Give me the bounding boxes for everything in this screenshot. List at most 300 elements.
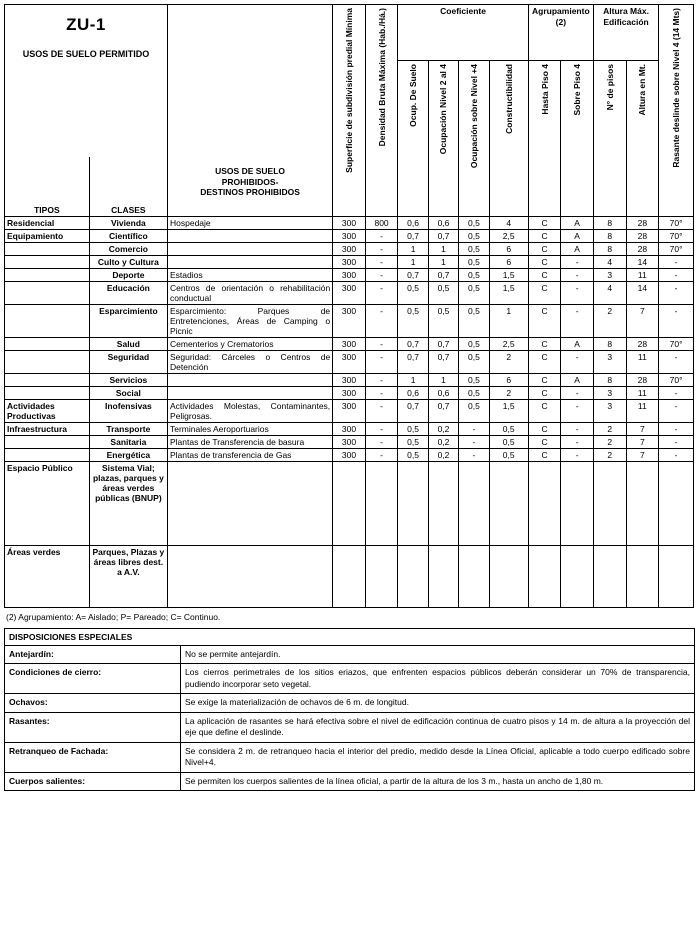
row-superficie: 300 bbox=[333, 338, 366, 351]
row-clase: Inofensivas bbox=[89, 400, 167, 423]
row-constructibilidad: 6 bbox=[489, 374, 528, 387]
row-npisos bbox=[593, 546, 626, 608]
row-densidad: - bbox=[365, 338, 398, 351]
row-altura: 14 bbox=[626, 282, 659, 305]
row-superficie: 300 bbox=[333, 423, 366, 436]
row-sobre-piso bbox=[561, 546, 594, 608]
row-npisos: 3 bbox=[593, 387, 626, 400]
row-tipo bbox=[5, 269, 90, 282]
disposicion-row bbox=[5, 664, 695, 694]
row-prohibidos bbox=[168, 546, 333, 608]
row-hasta-piso: C bbox=[528, 338, 561, 351]
row-hasta-piso: C bbox=[528, 243, 561, 256]
table-row bbox=[5, 400, 694, 423]
row-superficie: 300 bbox=[333, 374, 366, 387]
row-ocup-n2: 1 bbox=[428, 243, 458, 256]
row-superficie: 300 bbox=[333, 243, 366, 256]
row-sobre-piso: - bbox=[561, 269, 594, 282]
row-hasta-piso: C bbox=[528, 436, 561, 449]
row-hasta-piso: C bbox=[528, 400, 561, 423]
col-constructibilidad-header: Constructibilidad bbox=[489, 61, 528, 217]
row-constructibilidad: 1,5 bbox=[489, 400, 528, 423]
disposicion-value: No se permite antejardín. bbox=[181, 646, 695, 664]
row-sobre-piso: - bbox=[561, 387, 594, 400]
row-ocup-suelo: 1 bbox=[398, 243, 428, 256]
row-constructibilidad: 0,5 bbox=[489, 449, 528, 462]
row-constructibilidad: 1,5 bbox=[489, 269, 528, 282]
row-ocup-n4: 0,5 bbox=[459, 243, 489, 256]
row-constructibilidad: 1,5 bbox=[489, 282, 528, 305]
row-rasante: 70° bbox=[659, 217, 694, 230]
row-npisos: 4 bbox=[593, 282, 626, 305]
row-clase: Vivienda bbox=[89, 217, 167, 230]
row-densidad: - bbox=[365, 436, 398, 449]
row-clase: Sistema Vial; plazas, parques y áreas verdes públicas (BNUP) bbox=[89, 462, 167, 546]
row-altura: 7 bbox=[626, 436, 659, 449]
row-tipo: Equipamiento bbox=[5, 230, 90, 243]
row-rasante: 70° bbox=[659, 374, 694, 387]
row-clase: Comercio bbox=[89, 243, 167, 256]
row-prohibidos: Estadios bbox=[168, 269, 333, 282]
row-constructibilidad: 2,5 bbox=[489, 230, 528, 243]
row-prohibidos bbox=[168, 243, 333, 256]
row-tipo: Infraestructura bbox=[5, 423, 90, 436]
row-tipo bbox=[5, 387, 90, 400]
col-tipos-header: TIPOS bbox=[5, 157, 90, 217]
row-hasta-piso: C bbox=[528, 256, 561, 269]
row-rasante: - bbox=[659, 423, 694, 436]
row-constructibilidad bbox=[489, 546, 528, 608]
row-sobre-piso: - bbox=[561, 436, 594, 449]
table-row bbox=[5, 387, 694, 400]
row-sobre-piso: - bbox=[561, 256, 594, 269]
disposicion-row bbox=[5, 646, 695, 664]
table-row bbox=[5, 305, 694, 338]
row-prohibidos bbox=[168, 462, 333, 546]
row-rasante: - bbox=[659, 282, 694, 305]
row-densidad: - bbox=[365, 256, 398, 269]
row-constructibilidad: 6 bbox=[489, 243, 528, 256]
row-clase: Transporte bbox=[89, 423, 167, 436]
row-rasante: - bbox=[659, 305, 694, 338]
disposicion-key: Ochavos: bbox=[5, 694, 181, 712]
row-altura: 11 bbox=[626, 387, 659, 400]
row-clase: Culto y Cultura bbox=[89, 256, 167, 269]
row-ocup-suelo: 0,6 bbox=[398, 217, 428, 230]
row-prohibidos: Terminales Aeroportuarios bbox=[168, 423, 333, 436]
row-rasante: 70° bbox=[659, 243, 694, 256]
usos-prohibidos-header bbox=[168, 5, 333, 217]
row-hasta-piso: C bbox=[528, 374, 561, 387]
footnote-agrupamiento: (2) Agrupamiento: A= Aislado; P= Pareado; C= Continuo. bbox=[6, 612, 221, 622]
row-npisos: 2 bbox=[593, 423, 626, 436]
table-body bbox=[5, 217, 694, 608]
row-ocup-n4: 0,5 bbox=[459, 269, 489, 282]
row-superficie: 300 bbox=[333, 351, 366, 374]
row-densidad: - bbox=[365, 374, 398, 387]
row-superficie: 300 bbox=[333, 436, 366, 449]
row-prohibidos bbox=[168, 374, 333, 387]
table-row bbox=[5, 256, 694, 269]
row-hasta-piso: C bbox=[528, 423, 561, 436]
row-altura: 11 bbox=[626, 400, 659, 423]
row-densidad: - bbox=[365, 423, 398, 436]
col-ocup-nivel4-header: Ocupación sobre Nivel +4 bbox=[459, 61, 489, 217]
row-densidad: - bbox=[365, 400, 398, 423]
row-sobre-piso: - bbox=[561, 423, 594, 436]
row-prohibidos: Actividades Molestas, Contaminantes, Peligrosas. bbox=[168, 400, 333, 423]
row-superficie bbox=[333, 546, 366, 608]
row-constructibilidad: 2,5 bbox=[489, 338, 528, 351]
row-clase: Deporte bbox=[89, 269, 167, 282]
row-ocup-suelo bbox=[398, 546, 428, 608]
row-tipo bbox=[5, 449, 90, 462]
row-constructibilidad: 0,5 bbox=[489, 436, 528, 449]
row-constructibilidad bbox=[489, 462, 528, 546]
disposicion-key: Retranqueo de Fachada: bbox=[5, 742, 181, 772]
row-ocup-n4: - bbox=[459, 436, 489, 449]
col-ocup-nivel2-header: Ocupación Nivel 2 al 4 bbox=[428, 61, 458, 217]
row-clase: Parques, Plazas y áreas libres dest. a A.V. bbox=[89, 546, 167, 608]
row-ocup-n4: 0,5 bbox=[459, 217, 489, 230]
row-superficie: 300 bbox=[333, 230, 366, 243]
row-sobre-piso: A bbox=[561, 230, 594, 243]
row-ocup-n2: 0,7 bbox=[428, 269, 458, 282]
row-prohibidos: Cementerios y Crematorios bbox=[168, 338, 333, 351]
row-npisos: 3 bbox=[593, 269, 626, 282]
row-rasante: - bbox=[659, 256, 694, 269]
row-clase: Energética bbox=[89, 449, 167, 462]
table-row bbox=[5, 449, 694, 462]
row-ocup-n2: 0,7 bbox=[428, 338, 458, 351]
row-altura: 28 bbox=[626, 243, 659, 256]
row-hasta-piso: C bbox=[528, 351, 561, 374]
row-ocup-n2: 0,6 bbox=[428, 387, 458, 400]
disposicion-row bbox=[5, 742, 695, 772]
row-npisos: 8 bbox=[593, 374, 626, 387]
row-rasante bbox=[659, 462, 694, 546]
disposiciones-title-row bbox=[5, 629, 695, 646]
row-ocup-n2: 1 bbox=[428, 374, 458, 387]
row-rasante: 70° bbox=[659, 230, 694, 243]
usos-permitido-label: USOS DE SUELO PERMITIDO bbox=[22, 49, 150, 59]
row-ocup-n4: 0,5 bbox=[459, 338, 489, 351]
row-ocup-suelo: 0,5 bbox=[398, 436, 428, 449]
row-ocup-suelo: 0,5 bbox=[398, 305, 428, 338]
row-altura: 28 bbox=[626, 217, 659, 230]
row-sobre-piso: A bbox=[561, 243, 594, 256]
row-prohibidos: Hospedaje bbox=[168, 217, 333, 230]
table-row bbox=[5, 436, 694, 449]
row-hasta-piso: C bbox=[528, 305, 561, 338]
row-ocup-n2: 0,6 bbox=[428, 217, 458, 230]
row-densidad: - bbox=[365, 243, 398, 256]
row-superficie: 300 bbox=[333, 282, 366, 305]
row-prohibidos: Seguridad: Cárceles o Centros de Detención bbox=[168, 351, 333, 374]
row-ocup-suelo: 0,7 bbox=[398, 230, 428, 243]
row-hasta-piso: C bbox=[528, 230, 561, 243]
row-ocup-n2: 0,2 bbox=[428, 436, 458, 449]
row-hasta-piso: C bbox=[528, 269, 561, 282]
row-ocup-n4: - bbox=[459, 423, 489, 436]
row-superficie: 300 bbox=[333, 305, 366, 338]
row-superficie: 300 bbox=[333, 400, 366, 423]
row-superficie bbox=[333, 462, 366, 546]
row-ocup-n2: 0,2 bbox=[428, 423, 458, 436]
row-ocup-n2: 1 bbox=[428, 256, 458, 269]
row-ocup-suelo: 0,7 bbox=[398, 338, 428, 351]
col-densidad-header: Densidad Bruta Máxima (Hab./Há.) bbox=[365, 5, 398, 217]
disposicion-value: Se permiten los cuerpos salientes de la línea oficial, a partir de la altura de los 3 m., hasta un ancho de 1,80 m. bbox=[181, 772, 695, 790]
row-altura: 7 bbox=[626, 449, 659, 462]
row-ocup-n2 bbox=[428, 462, 458, 546]
row-ocup-n4: 0,5 bbox=[459, 374, 489, 387]
disposicion-key: Antejardín: bbox=[5, 646, 181, 664]
row-densidad: - bbox=[365, 230, 398, 243]
row-sobre-piso: A bbox=[561, 374, 594, 387]
row-rasante bbox=[659, 546, 694, 608]
row-altura: 28 bbox=[626, 230, 659, 243]
row-altura: 28 bbox=[626, 374, 659, 387]
table-row bbox=[5, 217, 694, 230]
row-ocup-n4: 0,5 bbox=[459, 256, 489, 269]
disposicion-value: Los cierros perimetrales de los sitios eriazos, que enfrenten espacios públicos deberán considerar un 70% de transparencia, pudiendo incorporar seto vegetal. bbox=[181, 664, 695, 694]
page-title: ZU-1 bbox=[66, 15, 106, 34]
disposiciones-title: DISPOSICIONES ESPECIALES bbox=[5, 629, 695, 646]
row-hasta-piso bbox=[528, 462, 561, 546]
row-sobre-piso: - bbox=[561, 400, 594, 423]
row-constructibilidad: 1 bbox=[489, 305, 528, 338]
col-rasante-header: Rasante deslinde sobre Nivel 4 (14 Mts) bbox=[659, 5, 694, 217]
row-hasta-piso: C bbox=[528, 387, 561, 400]
row-npisos: 8 bbox=[593, 243, 626, 256]
row-clase: Científico bbox=[89, 230, 167, 243]
col-ocup-suelo-header: Ocup. De Suelo bbox=[398, 61, 428, 217]
row-altura: 7 bbox=[626, 423, 659, 436]
table-row bbox=[5, 243, 694, 256]
disposicion-value: Se exige la materialización de ochavos de 6 m. de longitud. bbox=[181, 694, 695, 712]
row-sobre-piso: A bbox=[561, 338, 594, 351]
row-ocup-suelo: 0,6 bbox=[398, 387, 428, 400]
row-npisos: 4 bbox=[593, 256, 626, 269]
row-sobre-piso bbox=[561, 462, 594, 546]
table-row bbox=[5, 374, 694, 387]
zu-title-cell bbox=[5, 5, 168, 157]
table-row bbox=[5, 269, 694, 282]
row-constructibilidad: 0,5 bbox=[489, 423, 528, 436]
disposicion-key: Rasantes: bbox=[5, 712, 181, 742]
row-ocup-n4: 0,5 bbox=[459, 400, 489, 423]
row-tipo bbox=[5, 282, 90, 305]
row-ocup-n4 bbox=[459, 546, 489, 608]
row-altura bbox=[626, 546, 659, 608]
row-hasta-piso bbox=[528, 546, 561, 608]
col-hasta-piso-header: Hasta Piso 4 bbox=[528, 61, 561, 217]
row-prohibidos: Plantas de Transferencia de basura bbox=[168, 436, 333, 449]
table-row bbox=[5, 230, 694, 243]
row-superficie: 300 bbox=[333, 217, 366, 230]
row-altura: 11 bbox=[626, 351, 659, 374]
row-altura: 14 bbox=[626, 256, 659, 269]
row-hasta-piso: C bbox=[528, 449, 561, 462]
row-npisos: 8 bbox=[593, 338, 626, 351]
row-tipo: Actividades Productivas bbox=[5, 400, 90, 423]
table-row bbox=[5, 338, 694, 351]
row-rasante: 70° bbox=[659, 338, 694, 351]
disposicion-row bbox=[5, 772, 695, 790]
table-row bbox=[5, 546, 694, 608]
row-tipo: Áreas verdes bbox=[5, 546, 90, 608]
row-densidad: - bbox=[365, 305, 398, 338]
row-tipo: Espacio Público bbox=[5, 462, 90, 546]
row-npisos: 2 bbox=[593, 436, 626, 449]
row-hasta-piso: C bbox=[528, 282, 561, 305]
row-rasante: - bbox=[659, 351, 694, 374]
row-ocup-n2: 0,2 bbox=[428, 449, 458, 462]
row-ocup-suelo: 1 bbox=[398, 256, 428, 269]
row-clase: Seguridad bbox=[89, 351, 167, 374]
col-altura-mt-header: Altura en Mt. bbox=[626, 61, 659, 217]
row-altura: 11 bbox=[626, 269, 659, 282]
row-clase: Sanitaria bbox=[89, 436, 167, 449]
row-sobre-piso: - bbox=[561, 305, 594, 338]
row-densidad: - bbox=[365, 449, 398, 462]
row-ocup-n4: 0,5 bbox=[459, 387, 489, 400]
row-prohibidos: Esparcimiento: Parques de Entretenciones, Áreas de Camping o Picnic bbox=[168, 305, 333, 338]
row-clase: Salud bbox=[89, 338, 167, 351]
row-ocup-suelo: 0,7 bbox=[398, 269, 428, 282]
row-densidad: 800 bbox=[365, 217, 398, 230]
col-sobre-piso-header: Sobre Piso 4 bbox=[561, 61, 594, 217]
row-ocup-suelo: 0,7 bbox=[398, 351, 428, 374]
row-npisos: 8 bbox=[593, 217, 626, 230]
row-ocup-suelo: 0,5 bbox=[398, 282, 428, 305]
row-rasante: - bbox=[659, 400, 694, 423]
disposicion-value: La aplicación de rasantes se hará efectiva sobre el nivel de edificación continua de cuatro pisos y 14 m. de altura a la proyección del eje que define el deslinde. bbox=[181, 712, 695, 742]
row-ocup-suelo: 1 bbox=[398, 374, 428, 387]
row-ocup-n4 bbox=[459, 462, 489, 546]
row-superficie: 300 bbox=[333, 269, 366, 282]
row-superficie: 300 bbox=[333, 387, 366, 400]
row-superficie: 300 bbox=[333, 449, 366, 462]
row-prohibidos: Centros de orientación o rehabilitación conductual bbox=[168, 282, 333, 305]
row-sobre-piso: - bbox=[561, 449, 594, 462]
table-row bbox=[5, 282, 694, 305]
row-prohibidos bbox=[168, 387, 333, 400]
row-npisos: 2 bbox=[593, 305, 626, 338]
row-ocup-suelo: 0,5 bbox=[398, 449, 428, 462]
row-ocup-n4: 0,5 bbox=[459, 282, 489, 305]
row-ocup-suelo: 0,5 bbox=[398, 423, 428, 436]
row-ocup-suelo bbox=[398, 462, 428, 546]
row-npisos: 2 bbox=[593, 449, 626, 462]
row-prohibidos: Plantas de transferencia de Gas bbox=[168, 449, 333, 462]
row-tipo bbox=[5, 374, 90, 387]
usos-prohibidos-line1: USOS DE SUELO PROHIBIDOS- DESTINOS PROHIBIDOS bbox=[200, 166, 300, 198]
row-densidad bbox=[365, 462, 398, 546]
row-tipo bbox=[5, 338, 90, 351]
row-hasta-piso: C bbox=[528, 217, 561, 230]
row-sobre-piso: - bbox=[561, 351, 594, 374]
row-ocup-n2: 0,7 bbox=[428, 400, 458, 423]
col-superficie-header: Superficie de subdivisión predial Mínima bbox=[333, 5, 366, 217]
row-ocup-n4: - bbox=[459, 449, 489, 462]
row-npisos: 8 bbox=[593, 230, 626, 243]
disposicion-key: Cuerpos salientes: bbox=[5, 772, 181, 790]
row-sobre-piso: - bbox=[561, 282, 594, 305]
row-densidad: - bbox=[365, 269, 398, 282]
row-densidad: - bbox=[365, 387, 398, 400]
disposiciones-especiales-table bbox=[4, 628, 695, 791]
row-clase: Social bbox=[89, 387, 167, 400]
table-row bbox=[5, 351, 694, 374]
row-altura: 7 bbox=[626, 305, 659, 338]
row-tipo: Residencial bbox=[5, 217, 90, 230]
row-clase: Esparcimiento bbox=[89, 305, 167, 338]
group-agrupamiento-header: Agrupamiento (2) bbox=[528, 5, 593, 61]
row-rasante: - bbox=[659, 436, 694, 449]
row-ocup-n2: 0,5 bbox=[428, 305, 458, 338]
row-tipo bbox=[5, 243, 90, 256]
group-coeficiente-header: Coeficiente bbox=[398, 5, 528, 61]
table-row bbox=[5, 423, 694, 436]
col-clases-header: CLASES bbox=[89, 157, 167, 217]
row-altura bbox=[626, 462, 659, 546]
disposicion-value: Se considera 2 m. de retranqueo hacia el interior del predio, medido desde la Línea Oficial, aplicable a todo cuerpo edificado sobre Nivel+4. bbox=[181, 742, 695, 772]
col-npisos-header: N° de pisos bbox=[593, 61, 626, 217]
row-ocup-n2: 0,5 bbox=[428, 282, 458, 305]
row-rasante: - bbox=[659, 449, 694, 462]
row-prohibidos bbox=[168, 256, 333, 269]
row-constructibilidad: 6 bbox=[489, 256, 528, 269]
row-npisos bbox=[593, 462, 626, 546]
disposicion-row bbox=[5, 694, 695, 712]
row-constructibilidad: 4 bbox=[489, 217, 528, 230]
row-ocup-n4: 0,5 bbox=[459, 230, 489, 243]
row-tipo bbox=[5, 436, 90, 449]
row-superficie: 300 bbox=[333, 256, 366, 269]
row-clase: Educación bbox=[89, 282, 167, 305]
row-ocup-suelo: 0,7 bbox=[398, 400, 428, 423]
group-altura-header: Altura Máx. Edificación bbox=[593, 5, 658, 61]
disposicion-key: Condiciones de cierro: bbox=[5, 664, 181, 694]
row-prohibidos bbox=[168, 230, 333, 243]
row-ocup-n2: 0,7 bbox=[428, 351, 458, 374]
row-ocup-n4: 0,5 bbox=[459, 351, 489, 374]
row-tipo bbox=[5, 351, 90, 374]
row-altura: 28 bbox=[626, 338, 659, 351]
row-ocup-n2 bbox=[428, 546, 458, 608]
table-header bbox=[5, 5, 694, 217]
row-densidad: - bbox=[365, 351, 398, 374]
row-npisos: 3 bbox=[593, 400, 626, 423]
row-tipo bbox=[5, 305, 90, 338]
row-ocup-n4: 0,5 bbox=[459, 305, 489, 338]
row-sobre-piso: A bbox=[561, 217, 594, 230]
zoning-table bbox=[4, 4, 694, 608]
row-rasante: - bbox=[659, 387, 694, 400]
disposicion-row bbox=[5, 712, 695, 742]
row-densidad: - bbox=[365, 282, 398, 305]
table-row bbox=[5, 462, 694, 546]
row-clase: Servicios bbox=[89, 374, 167, 387]
row-rasante: - bbox=[659, 269, 694, 282]
row-ocup-n2: 0,7 bbox=[428, 230, 458, 243]
row-constructibilidad: 2 bbox=[489, 387, 528, 400]
row-constructibilidad: 2 bbox=[489, 351, 528, 374]
row-npisos: 3 bbox=[593, 351, 626, 374]
row-densidad bbox=[365, 546, 398, 608]
